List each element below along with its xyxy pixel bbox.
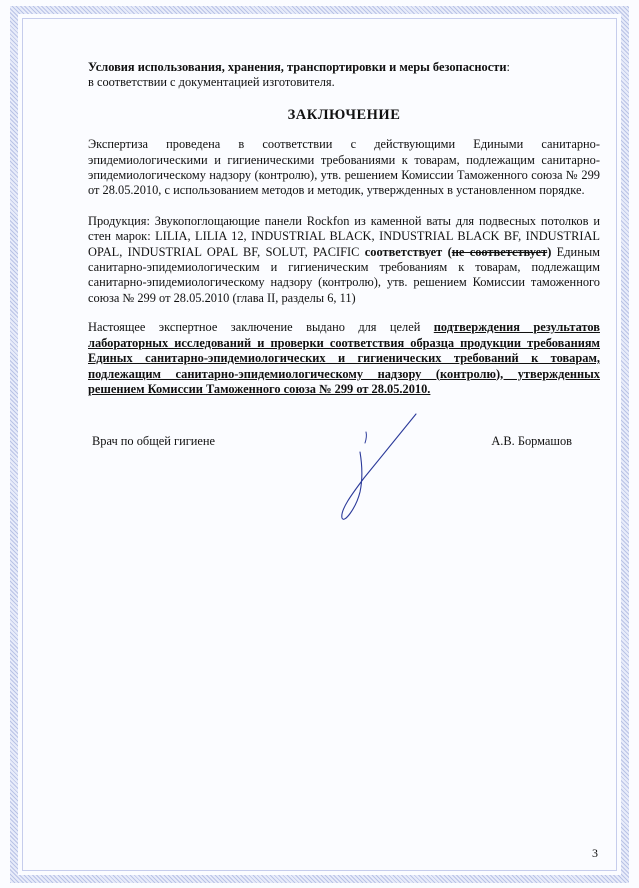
conditions-section xyxy=(88,60,600,91)
requirements-text: Единым санитарно-эпидемиологическим и гигиеническим требованиям к товарам, подлежащим санитарно-эпидемиологическому надзору (контролю), утв. решением Комиссии таможенного союза № 299 от 28.05.2010 (глава II, разделы 6, 11) xyxy=(88,244,600,305)
conclusion-heading: ЗАКЛЮЧЕНИЕ xyxy=(287,106,401,123)
purpose-intro: Настоящее экспертное заключение выдано для целей xyxy=(88,320,434,335)
signer-name: А.В. Бормашов xyxy=(491,434,572,448)
handwritten-signature xyxy=(330,412,430,524)
open-paren: ( xyxy=(442,244,452,259)
purpose-underlined: подтверждения результатов лабораторных исследований и проверки соответствия образца продукции требованиям Единых санитарно-эпидемиологических и гигиенических требований к товарам, подлежащим санитарно-эпидемиологическому надзору (контролю), утвержденных решением Комиссии Таможенного союза № 299 от 28.05.2010. xyxy=(88,320,600,396)
conditions-colon: : xyxy=(506,60,510,74)
not-conforms-struck: не соответствует xyxy=(451,244,548,259)
product-text: Продукция: Звукопоглощающие панели Rockfon из каменной ваты для подвесных потолков и стен марок: LILIA, LILIA 12, INDUSTRIAL BLACK, INDUSTRIAL BLACK BF, INDUSTRIAL OPAL, INDUSTRIAL OPAL BF, SOLUT, PACIFIC xyxy=(88,213,600,259)
conclusion-paragraph-3 xyxy=(88,320,600,397)
document-body xyxy=(88,60,600,397)
conditions-heading: Условия использования, хранения, транспортировки и меры безопасности xyxy=(88,60,507,74)
conclusion-paragraph-1: Экспертиза проведена в соответствии с действующими Едиными санитарно-эпидемиологическими и гигиеническими требованиями к товарам, подлежащим санитарно-эпидемиологическому надзору (контролю), утв. решением Комиссии Таможенного союза № 299 от 28.05.2010, с использованием методов и методик, утвержденных в установленном порядке. xyxy=(88,137,600,198)
conforms-label: соответствует xyxy=(364,244,443,259)
conditions-text: в соответствии с документацией изготовителя. xyxy=(88,75,335,90)
close-paren: ) xyxy=(547,244,552,259)
signer-position: Врач по общей гигиене xyxy=(92,434,216,448)
conclusion-paragraph-2 xyxy=(88,214,600,306)
page-number: 3 xyxy=(592,846,598,860)
